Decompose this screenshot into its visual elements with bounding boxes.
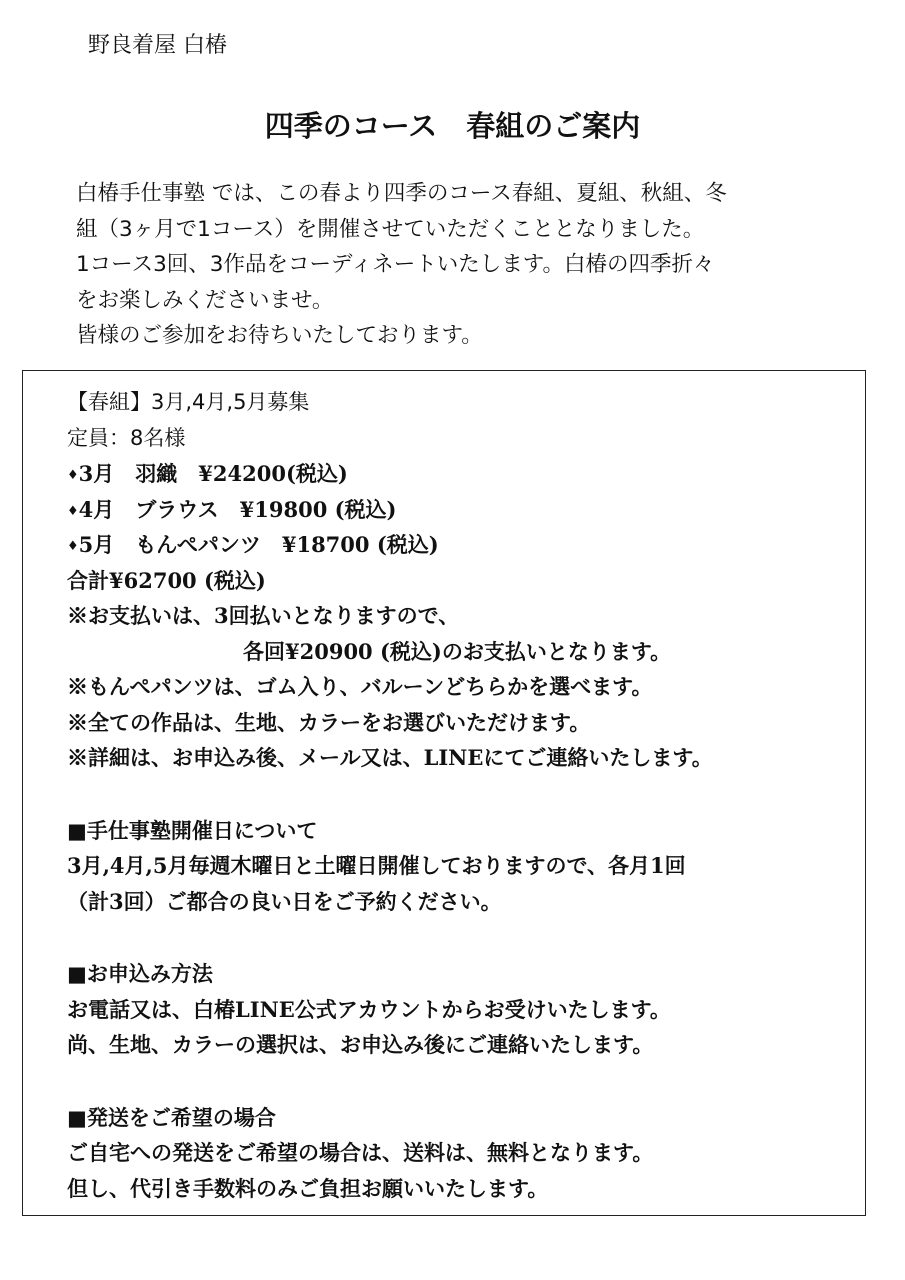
course-item-text: 3月 羽織 ¥24200(税込) (78, 461, 348, 486)
shipping-line: ご自宅への発送をご希望の場合は、送料は、無料となります。 (67, 1140, 654, 1165)
intro-line: 1コース3回、3作品をコーディネートいたします。白椿の四季折々 (76, 252, 715, 277)
payment-note-amount: 各回¥20900 (税込)のお支払いとなります。 (243, 638, 672, 664)
diamond-bullet-icon: ♦ (67, 503, 79, 519)
schedule-heading: ■手仕事塾開催日について (67, 817, 318, 843)
capacity: 定員：8名様 (67, 425, 186, 450)
page-title: 四季のコース 春組のご案内 (264, 109, 641, 143)
fabric-note: ※全ての作品は、生地、カラーをお選びいただけます。 (67, 709, 591, 735)
course-heading: 【春組】3月,4月,5月募集 (67, 390, 310, 414)
schedule-line: 3月,4月,5月毎週木曜日と土曜日開催しておりますので、各月1回 (67, 853, 686, 878)
course-item (67, 527, 857, 563)
course-item (67, 492, 857, 528)
intro-line: をお楽しみくださいませ。 (76, 287, 334, 313)
detail-note: ※詳細は、お申込み後、メール又は、LINEにてご連絡いたします。 (67, 745, 713, 770)
course-item-text: 5月 もんぺパンツ ¥18700 (税込) (78, 532, 439, 557)
diamond-bullet-icon: ♦ (67, 539, 79, 554)
payment-note: ※お支払いは、3回払いとなりますので、 (67, 603, 460, 628)
course-details-content (67, 385, 857, 1206)
apply-line: お電話又は、白椿LINE公式アカウントからお受けいたします。 (67, 996, 671, 1022)
diamond-bullet-icon: ♦ (67, 468, 79, 483)
schedule-line: （計3回）ご都合の良い日をご予約ください。 (67, 888, 502, 914)
course-item-text: 4月 ブラウス ¥19800 (税込) (78, 496, 397, 522)
intro-line: 白椿手仕事塾 では、この春より四季のコース春組、夏組、秋組、冬 (76, 181, 727, 206)
intro-line: 皆様のご参加をお待ちいたしております。 (76, 323, 483, 348)
apply-line: 尚、生地、カラーの選択は、お申込み後にご連絡いたします。 (67, 1032, 654, 1057)
course-details-box (22, 370, 866, 1216)
shop-name: 野良着屋 白椿 (88, 33, 227, 58)
course-item (67, 456, 857, 492)
pants-note: ※もんぺパンツは、ゴム入り、バルーンどちらかを選べます。 (67, 674, 653, 699)
intro-line: 組（3ヶ月で1コース）を開催させていただくこととなりました。 (76, 216, 705, 242)
intro-paragraph (76, 176, 836, 354)
shipping-line: 但し、代引き手数料のみご負担お願いいたします。 (67, 1175, 549, 1201)
total-price: 合計¥62700 (税込) (67, 567, 266, 593)
shipping-heading: ■発送をご希望の場合 (67, 1104, 276, 1130)
apply-heading: ■お申込み方法 (67, 961, 213, 986)
